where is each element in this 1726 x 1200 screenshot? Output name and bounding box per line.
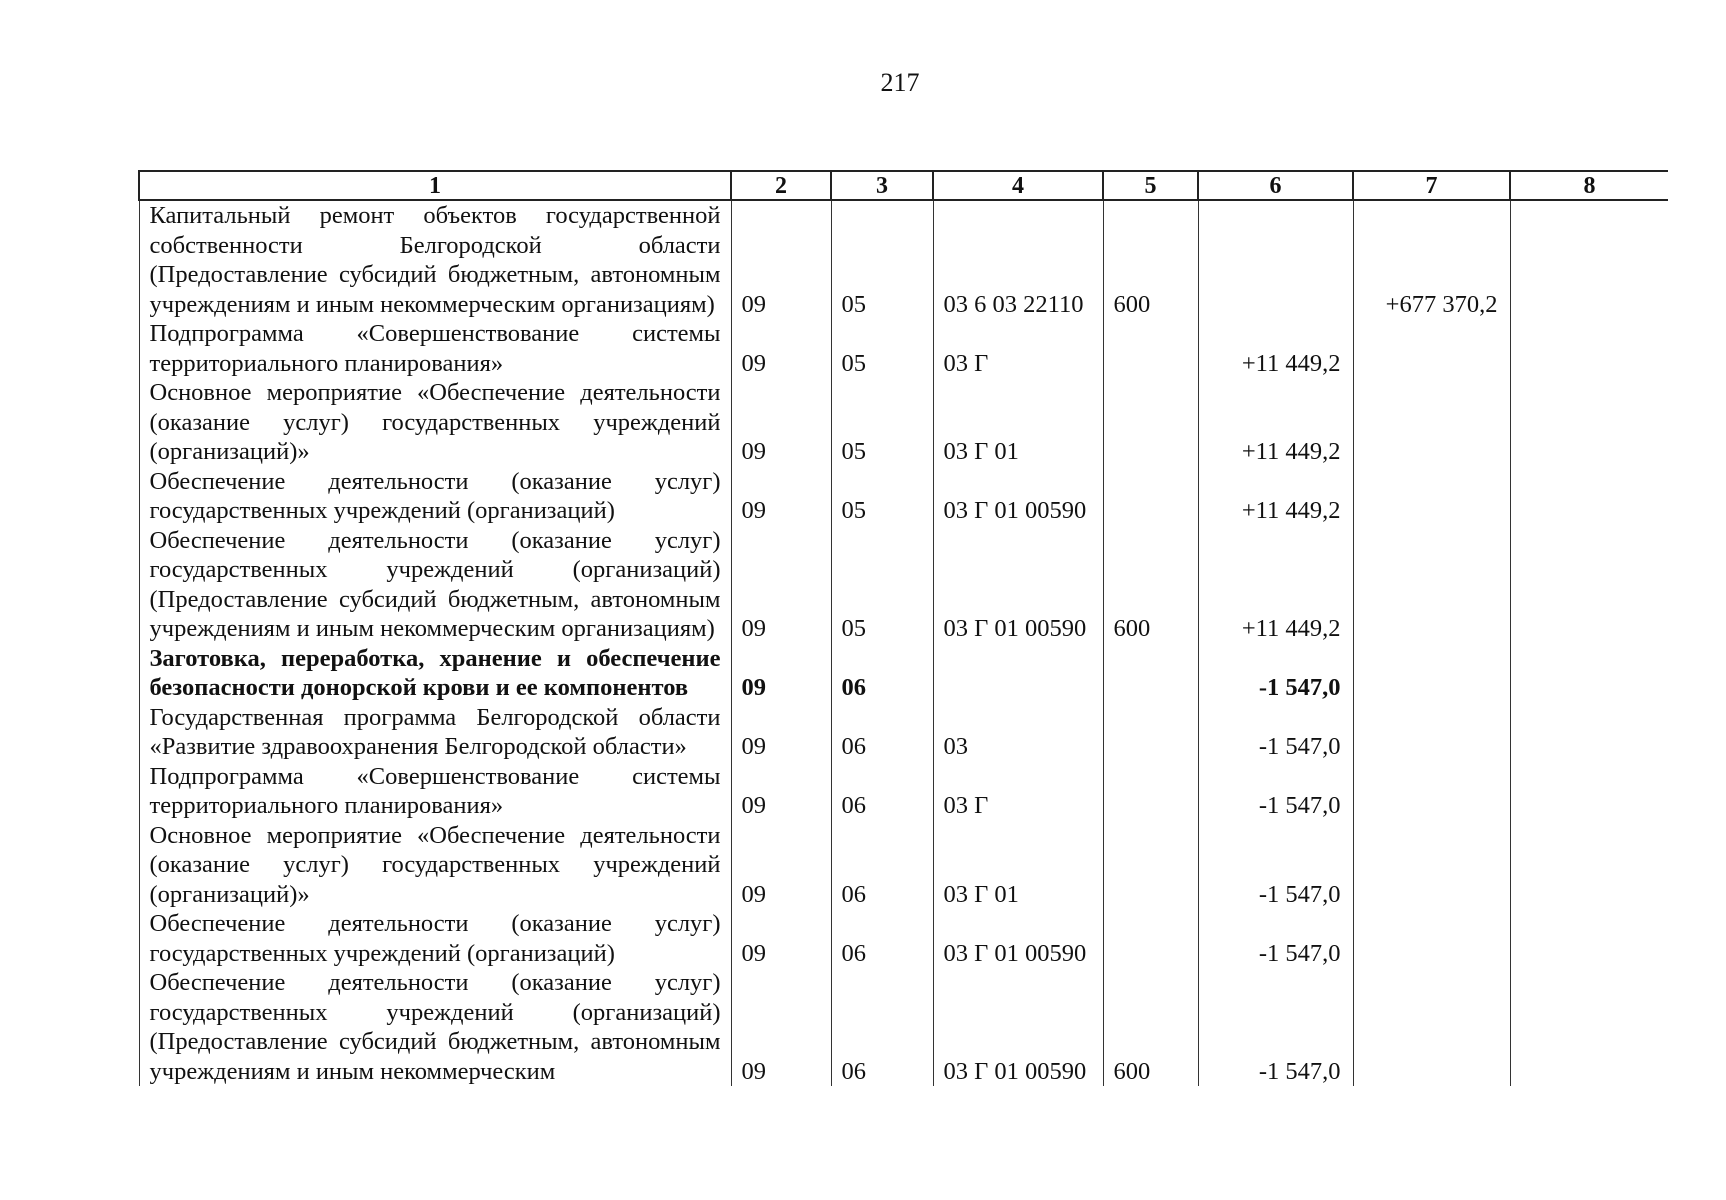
- section-code: 09: [731, 200, 831, 319]
- section-code: 09: [731, 821, 831, 910]
- amount-col-7: [1353, 909, 1510, 968]
- section-code: 09: [731, 703, 831, 762]
- target-item-code: 03 Г 01 00590: [933, 467, 1103, 526]
- column-header-1: 1: [139, 171, 731, 200]
- page-number: 217: [880, 68, 920, 97]
- amount-col-8: [1510, 821, 1668, 910]
- row-description: Обеспечение деятельности (оказание услуг) государственных учреждений (организаций): [139, 909, 731, 968]
- table-row: [139, 319, 1668, 378]
- row-description: Основное мероприятие «Обеспечение деятельности (оказание услуг) государственных учреждений (организаций)»: [139, 378, 731, 467]
- target-item-code: 03 Г 01 00590: [933, 526, 1103, 644]
- amount-col-7: +677 370,2: [1353, 200, 1510, 319]
- budget-table: [138, 170, 1668, 1086]
- amount-col-8: [1510, 703, 1668, 762]
- row-description: Основное мероприятие «Обеспечение деятельности (оказание услуг) государственных учреждений (организаций)»: [139, 821, 731, 910]
- section-code: 09: [731, 378, 831, 467]
- expense-type-code: [1103, 378, 1198, 467]
- target-item-code: 03 Г 01: [933, 821, 1103, 910]
- table-row: [139, 200, 1668, 319]
- table-row: [139, 378, 1668, 467]
- amount-col-6: +11 449,2: [1198, 319, 1353, 378]
- amount-col-7: [1353, 526, 1510, 644]
- subsection-code: 05: [831, 467, 933, 526]
- amount-col-6: -1 547,0: [1198, 703, 1353, 762]
- subsection-code: 05: [831, 200, 933, 319]
- amount-col-6: -1 547,0: [1198, 644, 1353, 703]
- amount-col-8: [1510, 968, 1668, 1086]
- amount-col-8: [1510, 526, 1668, 644]
- amount-col-7: [1353, 319, 1510, 378]
- subsection-code: 06: [831, 909, 933, 968]
- section-code: 09: [731, 526, 831, 644]
- target-item-code: 03: [933, 703, 1103, 762]
- amount-col-7: [1353, 821, 1510, 910]
- section-code: 09: [731, 319, 831, 378]
- subsection-code: 05: [831, 526, 933, 644]
- table-row: [139, 968, 1668, 1086]
- row-description: Обеспечение деятельности (оказание услуг) государственных учреждений (организаций) (Предоставление субсидий бюджетным, автономным учреждениям и иным некоммерческим: [139, 968, 731, 1086]
- table-row: [139, 821, 1668, 910]
- subsection-code: 06: [831, 762, 933, 821]
- target-item-code: 03 Г 01 00590: [933, 909, 1103, 968]
- amount-col-8: [1510, 762, 1668, 821]
- expense-type-code: [1103, 703, 1198, 762]
- amount-col-6: -1 547,0: [1198, 909, 1353, 968]
- expense-type-code: 600: [1103, 968, 1198, 1086]
- amount-col-7: [1353, 644, 1510, 703]
- amount-col-8: [1510, 378, 1668, 467]
- amount-col-7: [1353, 762, 1510, 821]
- amount-col-6: [1198, 200, 1353, 319]
- amount-col-6: +11 449,2: [1198, 526, 1353, 644]
- amount-col-7: [1353, 378, 1510, 467]
- section-code: 09: [731, 644, 831, 703]
- column-header-6: 6: [1198, 171, 1353, 200]
- expense-type-code: [1103, 821, 1198, 910]
- table-header: [139, 171, 1668, 200]
- column-header-4: 4: [933, 171, 1103, 200]
- expense-type-code: 600: [1103, 200, 1198, 319]
- table-row: [139, 703, 1668, 762]
- section-code: 09: [731, 909, 831, 968]
- subsection-code: 06: [831, 968, 933, 1086]
- amount-col-6: +11 449,2: [1198, 378, 1353, 467]
- table-row: [139, 762, 1668, 821]
- expense-type-code: [1103, 467, 1198, 526]
- amount-col-7: [1353, 467, 1510, 526]
- amount-col-7: [1353, 703, 1510, 762]
- target-item-code: [933, 644, 1103, 703]
- column-header-3: 3: [831, 171, 933, 200]
- table-row: [139, 909, 1668, 968]
- table-row: [139, 644, 1668, 703]
- target-item-code: 03 6 03 22110: [933, 200, 1103, 319]
- target-item-code: 03 Г: [933, 319, 1103, 378]
- expense-type-code: 600: [1103, 526, 1198, 644]
- subsection-code: 05: [831, 319, 933, 378]
- amount-col-6: -1 547,0: [1198, 821, 1353, 910]
- section-code: 09: [731, 762, 831, 821]
- section-code: 09: [731, 467, 831, 526]
- target-item-code: 03 Г 01 00590: [933, 968, 1103, 1086]
- subsection-code: 06: [831, 644, 933, 703]
- column-header-8: 8: [1510, 171, 1668, 200]
- amount-col-8: [1510, 200, 1668, 319]
- column-header-7: 7: [1353, 171, 1510, 200]
- table-row: [139, 526, 1668, 644]
- column-header-2: 2: [731, 171, 831, 200]
- row-description: Обеспечение деятельности (оказание услуг) государственных учреждений (организаций): [139, 467, 731, 526]
- expense-type-code: [1103, 762, 1198, 821]
- row-description: Капитальный ремонт объектов государственной собственности Белгородской области (Предоставление субсидий бюджетным, автономным учреждениям и иным некоммерческим организациям): [139, 200, 731, 319]
- amount-col-8: [1510, 467, 1668, 526]
- amount-col-8: [1510, 909, 1668, 968]
- amount-col-7: [1353, 968, 1510, 1086]
- table-body: [139, 200, 1668, 1086]
- target-item-code: 03 Г 01: [933, 378, 1103, 467]
- amount-col-8: [1510, 319, 1668, 378]
- column-header-5: 5: [1103, 171, 1198, 200]
- subsection-code: 05: [831, 378, 933, 467]
- row-description: Государственная программа Белгородской области «Развитие здравоохранения Белгородской области»: [139, 703, 731, 762]
- subsection-code: 06: [831, 703, 933, 762]
- target-item-code: 03 Г: [933, 762, 1103, 821]
- row-description: Обеспечение деятельности (оказание услуг) государственных учреждений (организаций) (Предоставление субсидий бюджетным, автономным учреждениям и иным некоммерческим организациям): [139, 526, 731, 644]
- row-description: Подпрограмма «Совершенствование системы территориального планирования»: [139, 762, 731, 821]
- subsection-code: 06: [831, 821, 933, 910]
- budget-table-frame: [138, 170, 1668, 1180]
- amount-col-6: +11 449,2: [1198, 467, 1353, 526]
- amount-col-6: -1 547,0: [1198, 762, 1353, 821]
- table-row: [139, 467, 1668, 526]
- expense-type-code: [1103, 319, 1198, 378]
- expense-type-code: [1103, 644, 1198, 703]
- expense-type-code: [1103, 909, 1198, 968]
- row-description: Заготовка, переработка, хранение и обеспечение безопасности донорской крови и ее компонентов: [139, 644, 731, 703]
- amount-col-8: [1510, 644, 1668, 703]
- row-description: Подпрограмма «Совершенствование системы территориального планирования»: [139, 319, 731, 378]
- header-row: [139, 171, 1668, 200]
- section-code: 09: [731, 968, 831, 1086]
- amount-col-6: -1 547,0: [1198, 968, 1353, 1086]
